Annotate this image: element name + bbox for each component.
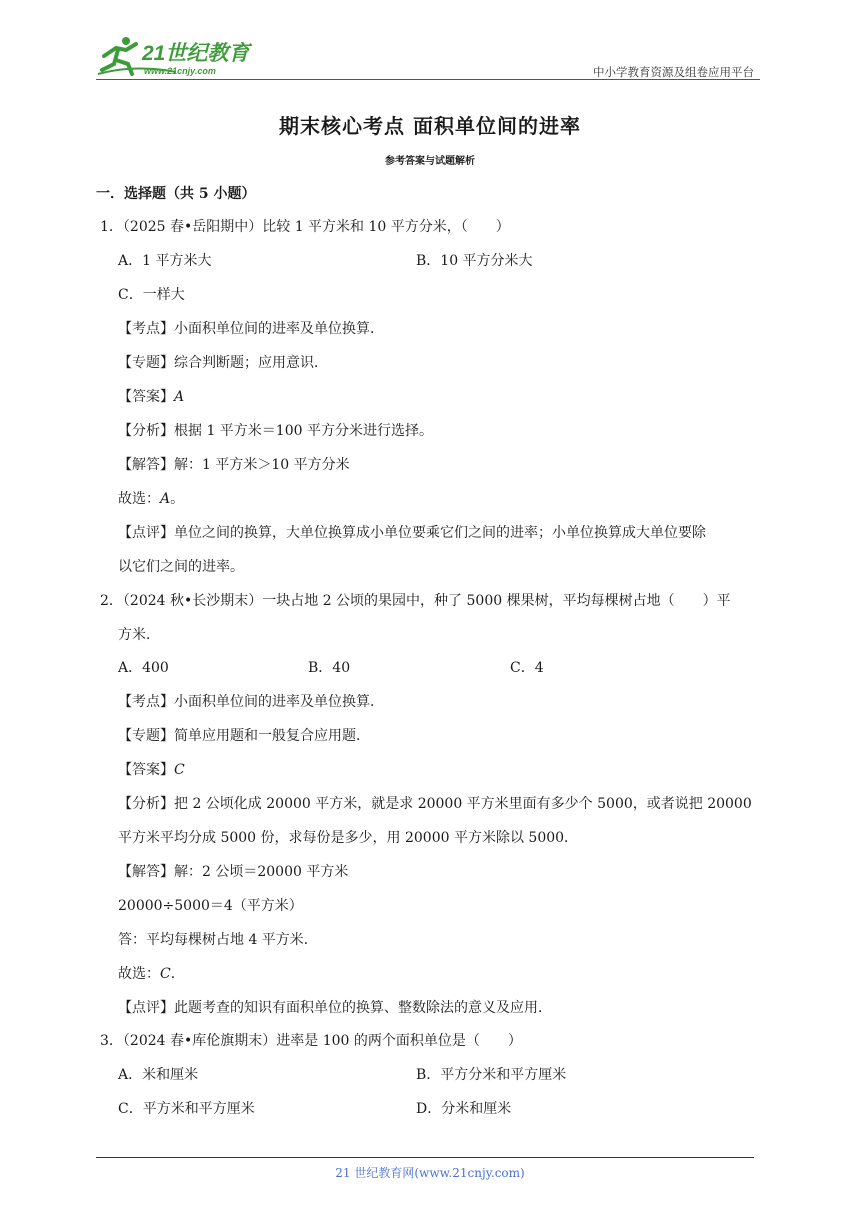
q3-option-d: D．分米和厘米: [416, 1101, 512, 1117]
q1-fenxi: 【分析】根据 1 平方米＝100 平方分米进行选择。: [118, 423, 433, 439]
q2-option-a: A．400: [118, 660, 169, 676]
logo: [96, 34, 266, 78]
q1-kaodian: 【考点】小面积单位间的进率及单位换算．: [118, 321, 384, 337]
q2-jieda-1: 【解答】解：2 公顷＝20000 平方米: [118, 864, 349, 880]
q1-answer-label: 【答案】: [118, 389, 174, 405]
q1-jieda: 【解答】解：1 平方米＞10 平方分米: [118, 457, 350, 473]
q1-guxuan-end: 。: [170, 491, 185, 507]
q2-fenxi-2: 平方米平均分成 5000 份，求每份是多少，用 20000 平方米除以 5000．: [118, 830, 579, 846]
q1-option-c: C．一样大: [118, 287, 185, 303]
q2-guxuan-value: C: [160, 966, 171, 982]
q2-guxuan: [118, 964, 185, 984]
footer-divider: [96, 1157, 754, 1158]
q2-fenxi-1: 【分析】把 2 公顷化成 20000 平方米，就是求 20000 平方米里面有多少个 5000，或者说把 20000: [118, 796, 752, 812]
q3-option-c: C．平方米和平方厘米: [118, 1101, 255, 1117]
q2-stem-2: 方米．: [118, 627, 160, 643]
q1-dianping-1: 【点评】单位之间的换算，大单位换算成小单位要乘它们之间的进率；小单位换算成大单位要除: [118, 525, 706, 541]
q2-zhuanti: 【专题】简单应用题和一般复合应用题．: [118, 728, 370, 744]
q2-answer-label: 【答案】: [118, 762, 174, 778]
q1-answer: [118, 387, 184, 407]
section-heading: 一．选择题（共 5 小题）: [96, 186, 256, 202]
page-header: [96, 30, 760, 80]
q2-guxuan-label: 故选：: [118, 966, 160, 982]
page-title: 期末核心考点 面积单位间的进率: [279, 114, 581, 138]
q1-option-b: B．10 平方分米大: [416, 253, 533, 269]
q1-answer-value: A: [174, 389, 185, 405]
q1-dianping-2: 以它们之间的进率。: [118, 559, 244, 575]
q3-stem: 3．（2024 春•库伦旗期末）进率是 100 的两个面积单位是（ ）: [100, 1033, 522, 1049]
q2-jieda-2: 20000÷5000＝4（平方米）: [118, 898, 303, 914]
header-divider: [96, 79, 760, 80]
q2-dianping: 【点评】此题考查的知识有面积单位的换算、整数除法的意义及应用．: [118, 1000, 552, 1016]
q2-answer: [118, 760, 185, 780]
q2-kaodian: 【考点】小面积单位间的进率及单位换算．: [118, 694, 384, 710]
footer-link[interactable]: 21 世纪教育网(www.21cnjy.com): [335, 1166, 525, 1180]
q3-option-a: A．米和厘米: [118, 1067, 199, 1083]
q1-stem: 1．（2025 春•岳阳期中）比较 1 平方米和 10 平方分米，（ ）: [100, 219, 510, 235]
q2-jieda-3: 答：平均每棵树占地 4 平方米．: [118, 932, 318, 948]
q2-guxuan-end: ．: [170, 966, 185, 982]
q2-stem-1: 2．（2024 秋•长沙期末）一块占地 2 公顷的果园中，种了 5000 棵果树，平均每棵树占地（ ）平: [100, 593, 731, 609]
q1-guxuan-label: 故选：: [118, 491, 160, 507]
q3-option-b: B．平方分米和平方厘米: [416, 1067, 567, 1083]
logo-text: 21世纪教育: [142, 42, 250, 65]
logo-url: www.21cnjy.com: [144, 66, 216, 76]
q1-zhuanti: 【专题】综合判断题；应用意识．: [118, 355, 328, 371]
q1-guxuan: [118, 489, 184, 509]
platform-name: 中小学教育资源及组卷应用平台: [593, 65, 754, 79]
q2-answer-value: C: [174, 762, 185, 778]
q1-guxuan-value: A: [160, 491, 171, 507]
q2-option-c: C．4: [510, 660, 544, 676]
q2-option-b: B．40: [308, 660, 351, 676]
q1-option-a: A．1 平方米大: [118, 253, 212, 269]
page-subtitle: 参考答案与试题解析: [385, 156, 475, 167]
